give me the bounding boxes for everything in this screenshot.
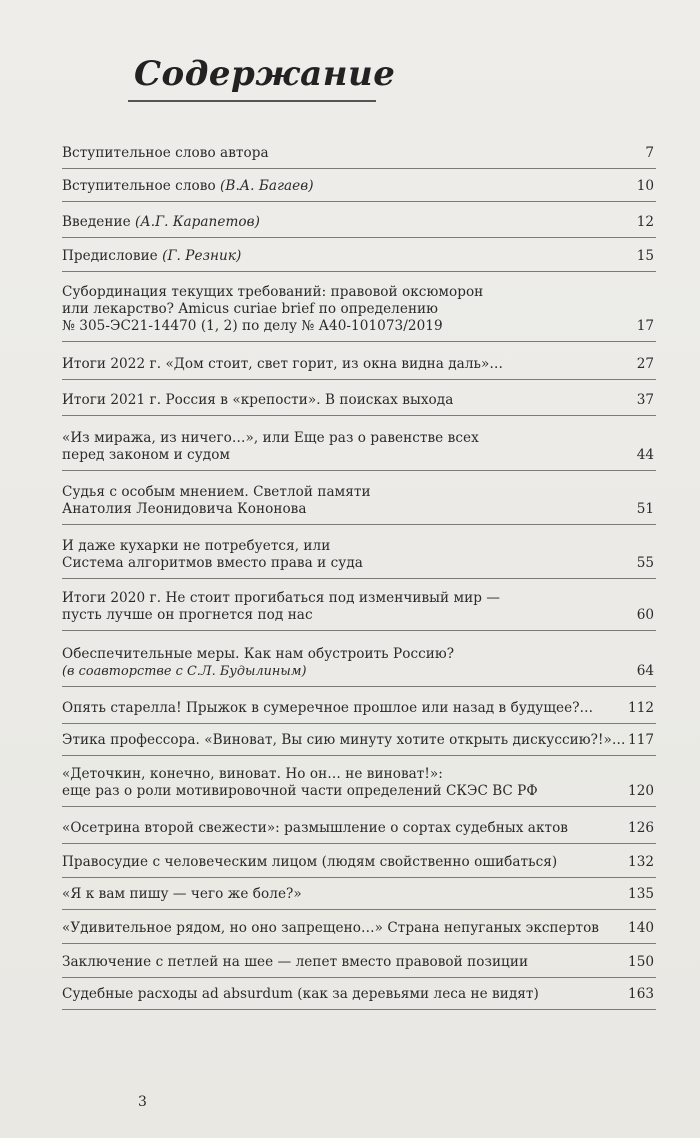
page-number: 3 bbox=[138, 1094, 147, 1110]
toc-entry-page: 64 bbox=[636, 663, 654, 679]
toc-entry-title bbox=[62, 920, 602, 937]
toc-entry-line: № 305-ЭС21-14470 (1, 2) по делу № А40-101073/2019 bbox=[62, 318, 443, 334]
title-underline bbox=[128, 100, 376, 102]
toc-entry-author: (Г. Резник) bbox=[162, 248, 242, 264]
toc-divider bbox=[62, 470, 656, 471]
toc-entry-page: 60 bbox=[636, 607, 654, 623]
toc-entry-author: (А.Г. Карапетов) bbox=[135, 214, 260, 230]
toc-divider bbox=[62, 909, 656, 910]
toc-entry bbox=[62, 145, 656, 162]
toc-entry-title bbox=[62, 886, 602, 903]
toc-entry-page: 27 bbox=[636, 356, 654, 372]
toc-entry-line: «Осетрина второй свежести»: размышление о сортах судебных актов bbox=[62, 820, 569, 836]
toc-divider bbox=[62, 201, 656, 202]
toc-entry-line: «Удивительное рядом, но оно запрещено…» Страна непуганых экспертов bbox=[62, 920, 599, 936]
toc-entry-page: 15 bbox=[636, 248, 654, 264]
toc-entry-title bbox=[62, 766, 602, 800]
toc-entry-line: Опять старелла! Прыжок в сумеречное прошлое или назад в будущее?… bbox=[62, 700, 594, 716]
toc-divider bbox=[62, 755, 656, 756]
toc-entry-title bbox=[62, 284, 602, 335]
toc-entry-page: 10 bbox=[636, 178, 654, 194]
toc-entry bbox=[62, 178, 656, 195]
toc-entry-title bbox=[62, 538, 602, 572]
toc-entry bbox=[62, 214, 656, 231]
toc-entry-line: И даже кухарки не потребуется, или bbox=[62, 538, 331, 554]
toc-entry-line: еще раз о роли мотивировочной части определений СКЭС ВС РФ bbox=[62, 783, 538, 799]
toc-entry bbox=[62, 590, 656, 624]
toc-entry bbox=[62, 700, 656, 717]
toc-entry-page: 7 bbox=[645, 145, 654, 161]
toc-entry-line bbox=[62, 214, 602, 231]
toc-entry-line: Судья с особым мнением. Светлой памяти bbox=[62, 484, 371, 500]
toc-entry-title bbox=[62, 248, 602, 265]
toc-divider bbox=[62, 806, 656, 807]
toc-entry-line: «Из миража, из ничего…», или Еще раз о равенстве всех bbox=[62, 430, 479, 446]
toc-entry bbox=[62, 284, 656, 335]
toc-divider bbox=[62, 843, 656, 844]
toc-divider bbox=[62, 341, 656, 342]
toc-entry-line: или лекарство? Amicus curiae brief по определению bbox=[62, 301, 439, 317]
toc-entry bbox=[62, 986, 656, 1003]
toc-entry-line: Итоги 2020 г. Не стоит прогибаться под изменчивый мир — bbox=[62, 590, 501, 606]
toc-entry-page: 12 bbox=[636, 214, 654, 230]
toc-entry-title bbox=[62, 986, 602, 1003]
toc-entry-line: «Я к вам пишу — чего же боле?» bbox=[62, 886, 302, 902]
toc-divider bbox=[62, 168, 656, 169]
toc-entry-line-text: Предисловие bbox=[62, 248, 163, 264]
toc-entry-page: 55 bbox=[636, 555, 654, 571]
toc-divider bbox=[62, 379, 656, 380]
toc-entry-title bbox=[62, 214, 602, 231]
toc-entry-title bbox=[62, 145, 602, 162]
toc-entry-title bbox=[62, 178, 602, 195]
toc-entry-title bbox=[62, 430, 602, 464]
toc-divider bbox=[62, 271, 656, 272]
toc-entry bbox=[62, 854, 656, 871]
toc-entry bbox=[62, 954, 656, 971]
toc-entry-page: 120 bbox=[628, 783, 654, 799]
toc-entry-line: Этика профессора. «Виноват, Вы сию минуту хотите открыть дискуссию?!»… bbox=[62, 732, 626, 748]
page-title: Содержание bbox=[134, 54, 396, 94]
toc-entry-title bbox=[62, 590, 602, 624]
toc-entry-title bbox=[62, 732, 626, 749]
toc-entry bbox=[62, 538, 656, 572]
toc-divider bbox=[62, 977, 656, 978]
toc-divider bbox=[62, 524, 656, 525]
toc-entry bbox=[62, 732, 656, 749]
toc-entry-title bbox=[62, 854, 602, 871]
toc-entry-page: 126 bbox=[628, 820, 654, 836]
toc-entry-line: перед законом и судом bbox=[62, 447, 231, 463]
toc-entry-line-text: Вступительное слово bbox=[62, 178, 221, 194]
toc-entry bbox=[62, 484, 656, 518]
toc-divider bbox=[62, 415, 656, 416]
toc-entry bbox=[62, 430, 656, 464]
toc-entry-coauthor: (в соавторстве с С.Л. Будылиным) bbox=[62, 664, 307, 679]
toc-divider bbox=[62, 237, 656, 238]
toc-entry-page: 51 bbox=[636, 501, 654, 517]
toc-entry-title bbox=[62, 356, 602, 373]
toc-entry-page: 135 bbox=[628, 886, 654, 902]
toc-entry-line: Обеспечительные меры. Как нам обустроить Россию? bbox=[62, 646, 455, 662]
toc-entry-page: 132 bbox=[628, 854, 654, 870]
toc-entry-author: (В.А. Багаев) bbox=[220, 178, 314, 194]
toc-entry-line bbox=[62, 178, 602, 195]
toc-entry-title bbox=[62, 954, 602, 971]
toc-entry-page: 37 bbox=[636, 392, 654, 408]
toc-divider bbox=[62, 723, 656, 724]
toc-entry-line: Судебные расходы ad absurdum (как за деревьями леса не видят) bbox=[62, 986, 539, 1002]
toc-entry-line: Вступительное слово автора bbox=[62, 145, 269, 161]
toc-entry-line: Правосудие с человеческим лицом (людям свойственно ошибаться) bbox=[62, 854, 558, 870]
toc-entry bbox=[62, 248, 656, 265]
toc-entry-line: пусть лучше он прогнется под нас bbox=[62, 607, 313, 623]
toc-entry-page: 117 bbox=[628, 732, 654, 748]
toc-entry-title bbox=[62, 820, 602, 837]
toc-entry bbox=[62, 886, 656, 903]
toc-entry bbox=[62, 392, 656, 409]
toc-entry-page: 112 bbox=[628, 700, 654, 716]
toc-entry-line: Итоги 2022 г. «Дом стоит, свет горит, из окна видна даль»… bbox=[62, 356, 503, 372]
toc-divider bbox=[62, 630, 656, 631]
toc-entry-title bbox=[62, 392, 602, 409]
toc-entry bbox=[62, 766, 656, 800]
toc-entry bbox=[62, 646, 656, 680]
toc-divider bbox=[62, 686, 656, 687]
toc-entry-line bbox=[62, 248, 602, 265]
toc-entry-page: 140 bbox=[628, 920, 654, 936]
toc-divider bbox=[62, 578, 656, 579]
toc-entry bbox=[62, 820, 656, 837]
toc-entry-page: 17 bbox=[636, 318, 654, 334]
toc-entry bbox=[62, 920, 656, 937]
toc-entry-page: 150 bbox=[628, 954, 654, 970]
toc-entry-line: Итоги 2021 г. Россия в «крепости». В поисках выхода bbox=[62, 392, 454, 408]
toc-entry-line: Заключение с петлей на шее — лепет вместо правовой позиции bbox=[62, 954, 529, 970]
toc-entry-page: 44 bbox=[636, 447, 654, 463]
toc-entry-line-text: Введение bbox=[62, 214, 136, 230]
toc-divider bbox=[62, 877, 656, 878]
toc-entry-title bbox=[62, 646, 602, 680]
toc-divider bbox=[62, 1009, 656, 1010]
toc-entry-title bbox=[62, 484, 602, 518]
toc-entry bbox=[62, 356, 656, 373]
toc-entry-page: 163 bbox=[628, 986, 654, 1002]
toc-entry-line: Субординация текущих требований: правовой оксюморон bbox=[62, 284, 484, 300]
toc-entry-line: Анатолия Леонидовича Кононова bbox=[62, 501, 307, 517]
toc-entry-line: Система алгоритмов вместо права и суда bbox=[62, 555, 363, 571]
toc-entry-title bbox=[62, 700, 602, 717]
toc-divider bbox=[62, 943, 656, 944]
toc-entry-line: «Деточкин, конечно, виноват. Но он… не виноват!»: bbox=[62, 766, 443, 782]
